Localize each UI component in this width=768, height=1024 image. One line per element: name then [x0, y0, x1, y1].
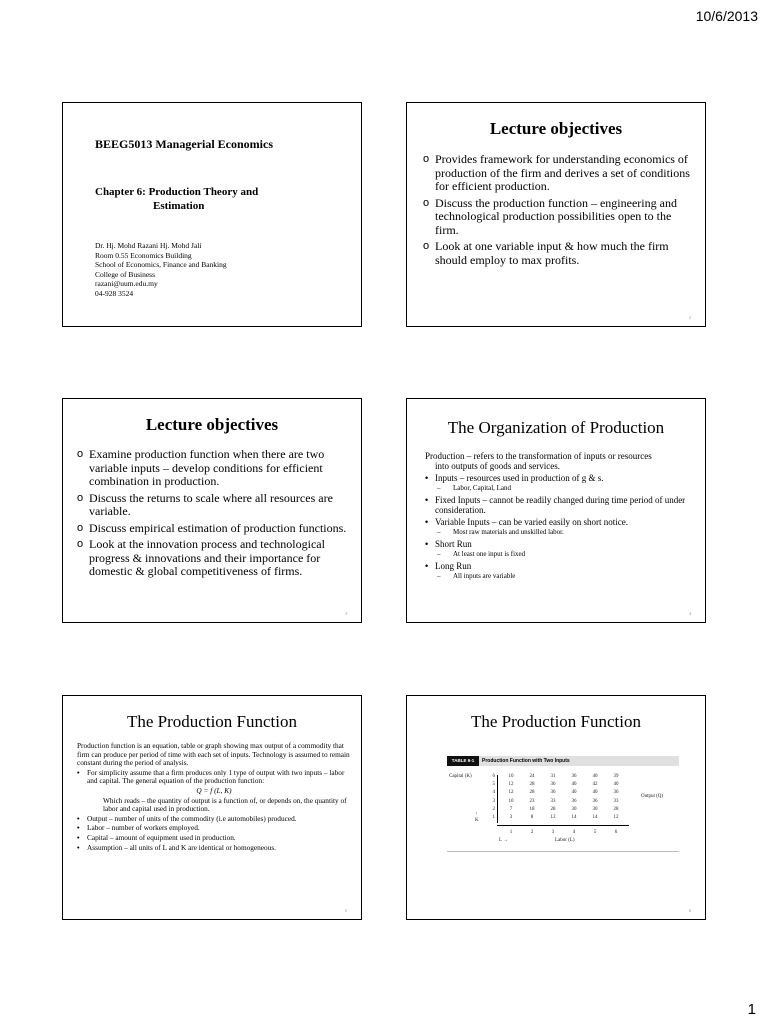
sub-list-item: – Labor, Capital, Land	[437, 484, 512, 492]
capital-axis-line	[497, 775, 498, 823]
bullet-icon: •	[425, 495, 429, 505]
list-item: • Fixed Inputs – cannot be readily changed during time period of under consideration.	[425, 495, 686, 515]
output-cell: 28	[550, 806, 556, 812]
objectives-list	[423, 153, 693, 270]
capital-level-label: 6	[492, 774, 495, 779]
list-item: • Labor – number of workers employed.	[77, 823, 200, 833]
dash-bullet-icon: –	[437, 528, 441, 536]
output-cell: 36	[550, 790, 556, 796]
output-cell: 12	[508, 782, 514, 788]
capital-arrow-up-icon: ↑	[475, 812, 478, 817]
bullet-icon: •	[77, 767, 80, 777]
capital-axis-label: Capital (K)	[449, 774, 472, 779]
sub-list-item: – All inputs are variable	[437, 572, 516, 580]
dash-bullet-icon: –	[437, 572, 441, 580]
list-item: o Discuss the production function – engineering and technological production possibilities open to the firm.	[423, 195, 677, 237]
list-item: • Assumption – all units of L and K are identical or homogeneous.	[77, 842, 277, 852]
chapter-title-line-1: Chapter 6: Production Theory and	[95, 186, 259, 198]
output-cell: 36	[550, 782, 556, 788]
output-cell: 10	[508, 774, 514, 779]
slide-6-production-function-table	[406, 695, 706, 920]
output-cell: 30	[592, 806, 598, 812]
bullet-icon: •	[425, 517, 429, 527]
output-cell: 18	[529, 806, 535, 812]
dash-bullet-icon: –	[437, 550, 441, 558]
output-cell: 3	[509, 815, 513, 820]
output-cell: 14	[571, 815, 577, 820]
list-item: • Output – number of units of the commodity (i.e automobiles) produced.	[77, 813, 297, 823]
chapter-title	[95, 185, 258, 213]
slide-body	[77, 742, 351, 852]
slide-3-lecture-objectives	[62, 398, 362, 623]
print-date: 10/6/2013	[695, 8, 758, 24]
bullet-icon: •	[77, 832, 80, 842]
output-cell: 8	[530, 815, 534, 820]
output-cell: 36	[592, 798, 598, 804]
output-cell: 33	[550, 798, 556, 804]
labor-level-label: 4	[572, 830, 576, 836]
slide-title: The Production Function	[471, 712, 641, 731]
output-cell: 23	[529, 798, 535, 804]
table-bottom-rule	[447, 851, 679, 852]
list-item: o Provides framework for understanding economics of production of the firm and derives a set of conditions for efficient production.	[423, 152, 690, 193]
circle-bullet-icon: o	[77, 491, 84, 504]
output-cell: 24	[529, 774, 535, 779]
output-cell: 12	[508, 790, 514, 796]
author-room: Room 0.55 Economics Building	[95, 250, 192, 260]
table-caption: Production Function with Two Inputs	[482, 758, 570, 764]
slide-5-production-function	[62, 695, 362, 920]
labor-level-label: 5	[593, 830, 597, 836]
output-cell: 40	[571, 790, 577, 796]
sub-list-item: – Most raw materials and unskilled labor.	[437, 528, 564, 536]
chapter-title-line-2: Estimation	[153, 200, 205, 212]
capital-level-label: 4	[492, 790, 495, 796]
labor-level-label: 6	[614, 830, 618, 836]
slide-number: 4	[689, 611, 691, 616]
capital-level-label: 2	[492, 806, 495, 812]
slide-title: Lecture objectives	[489, 119, 623, 138]
slide-4-organization-of-production	[406, 398, 706, 623]
author-name: Dr. Hj. Mohd Razani Hj. Mohd Jali	[95, 241, 202, 250]
output-cell: 40	[592, 774, 598, 779]
production-function-definition: Production function is an equation, table or graph showing max output of a commodity that firm can produce per period of time with each set of inputs. Technology is assumed to remain constant during the period of analysis.	[77, 741, 350, 768]
output-cell: 28	[529, 782, 535, 788]
dash-bullet-icon: –	[437, 484, 441, 492]
output-cell: 39	[613, 774, 619, 779]
list-item: • Short Run	[425, 539, 472, 549]
list-item: o Look at one variable input & how much the firm should employ to max profits.	[423, 239, 669, 267]
circle-bullet-icon: o	[77, 448, 84, 460]
slide-number: 5	[345, 908, 347, 913]
bullet-icon: •	[425, 473, 429, 483]
output-cell: 12	[613, 815, 619, 820]
output-cell: 36	[571, 774, 577, 779]
list-item: • Variable Inputs – can be varied easily on short notice.	[425, 517, 628, 527]
bullet-icon: •	[77, 823, 80, 833]
list-item: • Long Run	[425, 561, 472, 571]
output-cell: 42	[592, 782, 598, 788]
list-item: o Discuss empirical estimation of production functions.	[77, 520, 347, 535]
circle-bullet-icon: o	[423, 240, 430, 252]
output-cell: 40	[592, 790, 598, 796]
slide-title: Lecture objectives	[145, 415, 279, 434]
circle-bullet-icon: o	[77, 538, 84, 550]
output-cell: 40	[571, 782, 577, 788]
bullet-icon: •	[425, 561, 429, 571]
list-item: • Inputs – resources used in production of g & s.	[425, 473, 604, 483]
circle-bullet-icon: o	[77, 521, 84, 534]
labor-level-label: 3	[551, 830, 555, 836]
author-college: College of Business	[95, 269, 155, 279]
capital-level-label: 1	[492, 815, 495, 820]
list-item: • For simplicity assume that a firm produces only 1 type of output with two inputs – labor and capital. The general equation of the production function:	[77, 767, 345, 786]
sub-list-item: – At least one input is fixed	[437, 550, 526, 558]
capital-level-label: 3	[492, 798, 495, 804]
slide-body	[425, 451, 697, 583]
output-cell: 40	[613, 782, 619, 788]
output-cell: 36	[613, 790, 619, 796]
bullet-icon: •	[425, 539, 429, 549]
list-item: o Look at the innovation process and technological progress & innovations and their importance for domestic & global competitiveness of firms.	[77, 537, 325, 578]
slide-number: 2	[689, 315, 691, 320]
slide-2-lecture-objectives	[406, 102, 706, 327]
author-email: razani@uum.edu.my	[95, 279, 158, 288]
labor-arrow-label: L →	[499, 838, 509, 843]
output-cell: 12	[550, 815, 556, 820]
output-cell: 28	[613, 806, 619, 812]
output-label: Output (Q)	[641, 794, 664, 799]
course-title: BEEG5013 Managerial Economics	[95, 137, 273, 151]
production-definition: Production – refers to the transformation of inputs or resources into outputs of goods and services.	[425, 451, 652, 471]
capital-letter-label: K	[475, 818, 479, 823]
list-item: o Discuss the returns to scale where all resources are variable.	[77, 490, 333, 518]
output-cell: 31	[550, 774, 556, 779]
author-contact	[95, 241, 227, 298]
slide-1-title-slide	[62, 102, 362, 327]
labor-level-label: 2	[530, 830, 534, 836]
table-number-tag: TABLE 6-1	[447, 756, 479, 766]
slide-title: The Organization of Production	[447, 418, 665, 437]
production-function-formula: Q = f (L, K)	[196, 785, 232, 795]
labor-axis-line	[497, 825, 629, 826]
list-item: • Capital – amount of equipment used in production.	[77, 832, 236, 842]
production-table	[447, 756, 687, 876]
slide-title: The Production Function	[127, 712, 297, 731]
circle-bullet-icon: o	[423, 153, 430, 165]
capital-level-label: 5	[492, 782, 495, 788]
objectives-list	[77, 448, 351, 582]
output-cell: 33	[613, 798, 619, 804]
output-cell: 10	[508, 798, 514, 804]
formula-explanation: Which reads – the quantity of output is a function of, or depends on, the quantity of labor and capital used in production.	[103, 795, 347, 814]
output-cell: 36	[571, 798, 577, 804]
output-cell: 28	[529, 790, 535, 796]
labor-level-label: 1	[509, 830, 513, 836]
output-cell: 30	[571, 806, 577, 812]
page-number: 1	[747, 1001, 756, 1018]
author-phone: 04-928 3524	[95, 288, 134, 298]
circle-bullet-icon: o	[423, 196, 430, 209]
output-cell: 14	[592, 815, 598, 820]
slide-number: 3	[345, 611, 347, 616]
output-cell: 7	[509, 806, 513, 812]
bullet-icon: •	[77, 842, 80, 852]
labor-axis-label: Labor (L)	[555, 838, 575, 843]
list-item: o Examine production function when there are two variable inputs – develop conditions for efficient combination in production.	[77, 447, 325, 488]
author-school: School of Economics, Finance and Banking	[95, 260, 227, 269]
slide-number: 6	[689, 908, 691, 913]
bullet-icon: •	[77, 813, 80, 823]
